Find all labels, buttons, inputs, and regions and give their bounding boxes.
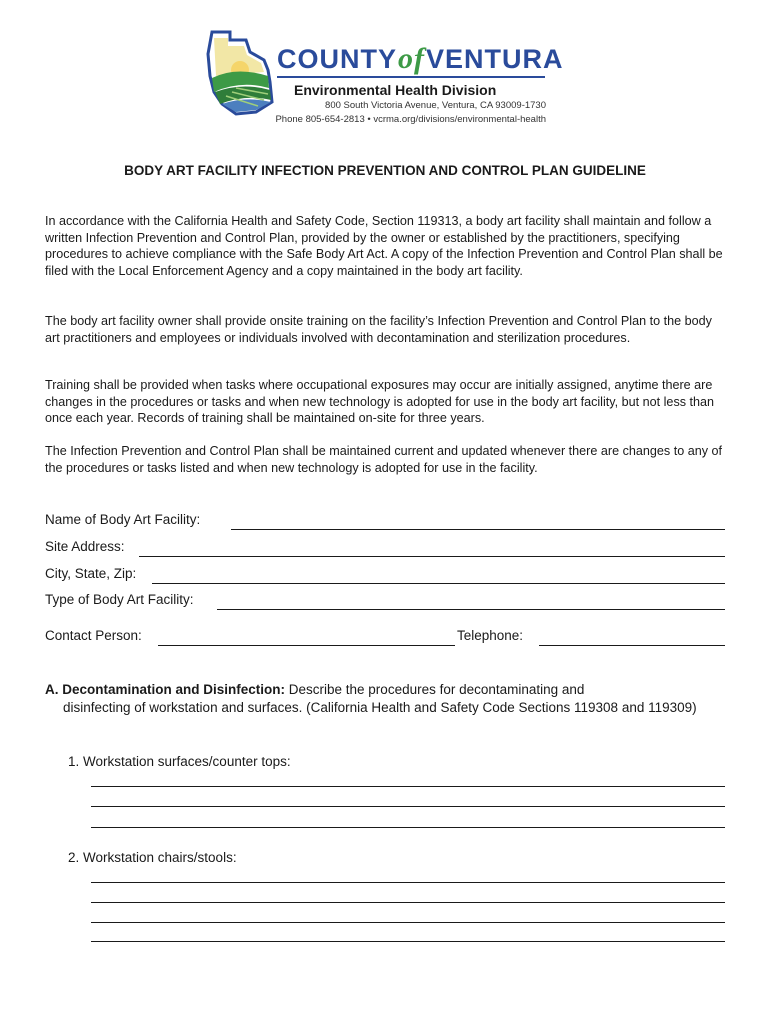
answer-line[interactable]	[91, 922, 725, 923]
county-name-part2: VENTURA	[426, 44, 564, 74]
site-address-label: Site Address:	[45, 539, 125, 554]
telephone-field[interactable]	[457, 628, 725, 646]
office-phone: Phone 805-654-2813 • vcrma.org/divisions/environmental-health	[275, 114, 546, 125]
header-divider	[277, 76, 545, 78]
city-state-zip-line[interactable]	[152, 583, 725, 584]
office-address: 800 South Victoria Avenue, Ventura, CA 93009-1730	[325, 100, 546, 111]
answer-line[interactable]	[91, 882, 725, 883]
section-a-text-rest: disinfecting of workstation and surfaces. (California Health and Safety Code Sections 119308 and 119309)	[63, 700, 697, 715]
section-a-heading: A. Decontamination and Disinfection:	[45, 682, 286, 697]
item-workstation-chairs: 2. Workstation chairs/stools:	[68, 850, 237, 865]
contact-person-line[interactable]	[158, 645, 455, 646]
facility-type-line[interactable]	[217, 609, 725, 610]
facility-name-label: Name of Body Art Facility:	[45, 512, 201, 527]
county-logo	[206, 30, 564, 130]
facility-type-field[interactable]	[45, 592, 725, 610]
item-workstation-surfaces: 1. Workstation surfaces/counter tops:	[68, 754, 291, 769]
answer-line[interactable]	[91, 902, 725, 903]
training-schedule-paragraph: Training shall be provided when tasks where occupational exposures may occur are initially assigned, anytime there are changes in the procedures or tasks and when new technology is adopted for use in the body art facility, but not less than once each year. Records of training shall be maintained on-site for three years.	[45, 378, 715, 426]
section-a	[45, 681, 735, 717]
facility-name-field[interactable]	[45, 512, 725, 530]
answer-line[interactable]	[91, 827, 725, 828]
answer-line[interactable]	[91, 786, 725, 787]
telephone-line[interactable]	[539, 645, 725, 646]
city-state-zip-field[interactable]	[45, 566, 725, 584]
county-name	[277, 42, 564, 76]
answer-line[interactable]	[91, 806, 725, 807]
contact-person-label: Contact Person:	[45, 628, 142, 643]
site-address-field[interactable]	[45, 539, 725, 557]
section-a-text-first: Describe the procedures for decontaminating and	[285, 682, 585, 697]
county-name-of: of	[398, 42, 425, 75]
training-paragraph: The body art facility owner shall provide onsite training on the facility’s Infection Prevention and Control Plan to the body art practitioners and employees or individuals involved with decontamination and sterilization procedures.	[45, 314, 712, 345]
plan-update-paragraph: The Infection Prevention and Control Plan shall be maintained current and updated whenever there are changes to any of the procedures or tasks listed and when new technology is adopted for use in the facility.	[45, 444, 723, 475]
intro-paragraph: In accordance with the California Health and Safety Code, Section 119313, a body art facility shall maintain and follow a written Infection Prevention and Control Plan, provided by the owner or established by the practitioners, specifying procedures to achieve compliance with the Safe Body Art Act. A copy of the Infection Prevention and Control Plan shall be filed with the Local Enforcement Agency and a copy maintained in the body art facility.	[45, 214, 723, 279]
city-state-zip-label: City, State, Zip:	[45, 566, 137, 581]
document-title: BODY ART FACILITY INFECTION PREVENTION AND CONTROL PLAN GUIDELINE	[124, 163, 646, 178]
county-name-part1: COUNTY	[277, 44, 397, 74]
answer-line[interactable]	[91, 941, 725, 942]
division-name: Environmental Health Division	[294, 82, 497, 98]
contact-person-field[interactable]	[45, 628, 455, 646]
site-address-line[interactable]	[139, 556, 725, 557]
facility-type-label: Type of Body Art Facility:	[45, 592, 194, 607]
telephone-label: Telephone:	[457, 628, 524, 643]
facility-name-line[interactable]	[231, 529, 725, 530]
